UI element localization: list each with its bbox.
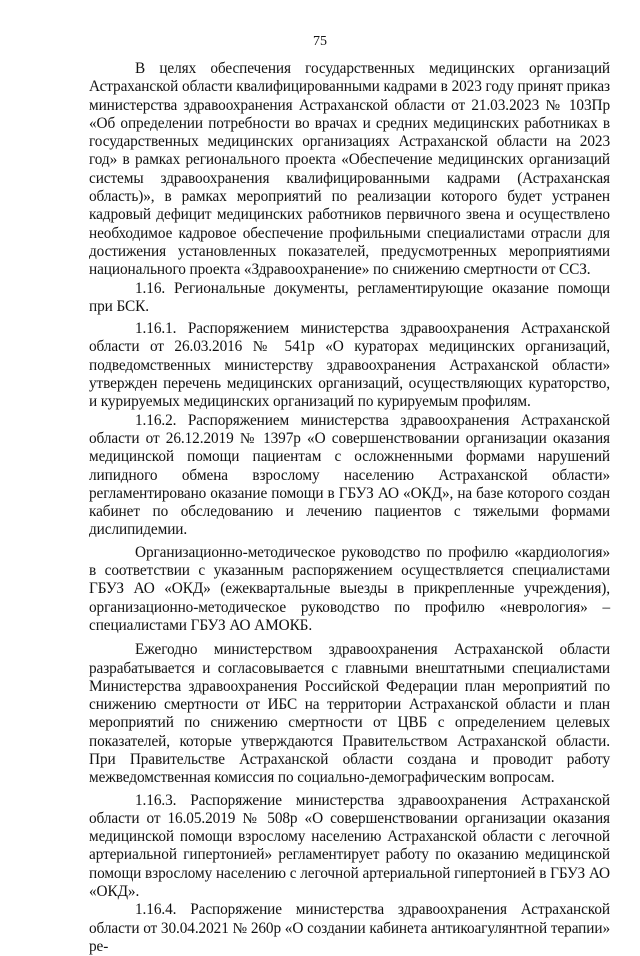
paragraph-1-16-2: 1.16.2. Распоряжением министерства здравоохранения Астраханской области от 26.12.2019 № 1397р «О совершенствовании организации оказания медицинской помощи пациентам с осложненными формами нарушений липидного обмена взрослому населению Астраханской области» регламентировано оказание помощи в ГБУЗ АО «ОКД», на базе которого создан кабинет по обследованию и лечению пациентов с тяжелыми формами дислипидемии. (89, 411, 610, 539)
paragraph-1-16-4: 1.16.4. Распоряжение министерства здравоохранения Астраханской области от 30.04.2021 № 260р «О создании кабинета антикоагулянтной терапии» ре- (89, 901, 610, 955)
paragraph-methodical-guidance: Организационно-методическое руководство по профилю «кардиология» в соответствии с указанным распоряжением осуществляется специалистами ГБУЗ АО «ОКД» (ежеквартальные выезды в прикрепленные учреждения), организационно-методическое руководство по профилю «неврология» – специалистами ГБУЗ АО АМОКБ. (89, 543, 610, 634)
paragraph-annual-plan: Ежегодно министерством здравоохранения Астраханской области разрабатывается и согласовывается с главными внештатными специалистами Министерства здравоохранения Российской Федерации план мероприятий по снижению смертности от ИБС на территории Астраханской области и план мероприятий по снижению смертности от ЦВБ с определением целевых показателей, которые утверждаются Правительством Астраханской области. При Правительстве Астраханской области создана и проводит работу межведомственная комиссия по социально-демографическим вопросам. (89, 641, 610, 787)
paragraph-1-16-3: 1.16.3. Распоряжение министерства здравоохранения Астраханской области от 16.05.2019 № 508р «О совершенствовании организации оказания медицинской помощи взрослому населению Астраханской области с легочной артериальной гипертонией» регламентирует работу по оказанию медицинской помощи взрослому населению с легочной артериальной гипертонией в ГБУЗ АО «ОКД». (89, 791, 610, 901)
document-body (89, 60, 610, 956)
paragraph-1-16-1: 1.16.1. Распоряжением министерства здравоохранения Астраханской области от 26.03.2016 № 541р «О кураторах медицинских организаций, подведомственных министерству здравоохранения Астраханской области» утвержден перечень медицинских организаций, осуществляющих кураторство, и курируемых медицинских организаций по курируемым профилям. (89, 320, 610, 411)
section-heading-1-16: 1.16. Региональные документы, регламентирующие оказание помощи при БСК. (89, 279, 610, 315)
paragraph-staffing: В целях обеспечения государственных медицинских организаций Астраханской области квалифицированными кадрами в 2023 году принят приказ министерства здравоохранения Астраханской области от 21.03.2023 № 103Пр «Об определении потребности во врачах и средних медицинских работниках в государственных медицинских организациях Астраханской области на 2023 год» в рамках регионального проекта «Обеспечение медицинских организаций системы здравоохранения квалифицированными кадрами (Астраханская область)», в рамках мероприятий по реализации которого будет устранен кадровый дефицит медицинских работников первичного звена и осуществлено необходимое кадровое обеспечение профильными специалистами отрасли для достижения установленных показателей, предусмотренных мероприятиями национального проекта «Здравоохранение» по снижению смертности от ССЗ. (89, 60, 610, 279)
page-number: 75 (313, 34, 327, 49)
